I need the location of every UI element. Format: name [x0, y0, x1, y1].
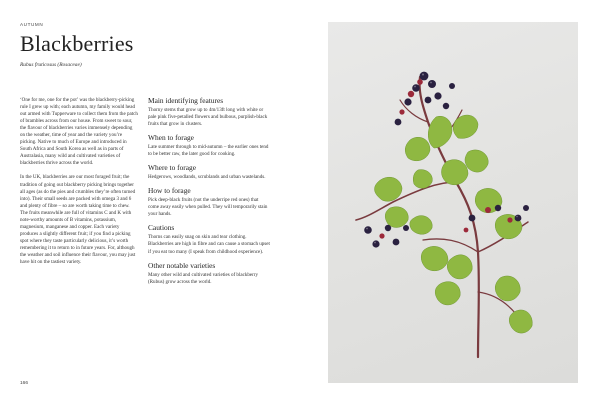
heading-notable-varieties: Other notable varieties [148, 260, 216, 270]
body-text [20, 97, 138, 273]
heading-when-to-forage: When to forage [148, 133, 194, 143]
text-notable-varieties: Many other wild and cultivated varieties of blackberry (Rubus) grow across the world. [148, 271, 259, 285]
text-identifying-features: Thorny stems that grow up to 4m/13ft long with white or pale pink five-petalled flowers and bulbous, purplish-black fruits that grow in clusters. [148, 107, 268, 128]
latin-name: Rubus fruticosus (Rosaceae) [20, 62, 82, 68]
text-how-to-forage: Pick deep-black fruits (not the underripe red ones) that come away easily when pulled. They will temporarily stain your hands. [148, 197, 268, 218]
page-title: Blackberries [20, 31, 134, 56]
text-cautions: Thorns can easily snag on skin and tear clothing. Blackberries are high in fibre and can cause a stomach upset if you eat too many (I speak from childhood experience). [148, 234, 270, 255]
body-paragraph: ‘One for me, one for the pot’ was the blackberry-picking rule I grew up with; each autumn, my family would head out armed with Tupperware to collect them from the patch of brambles across from our house. From sweet to sour, the flavour of blackberries varies immensely depending on the weather, time of year and the variety you’re picking. Native to much of Europe and introduced in South Africa and South Korea as well as in parts of Australasia, many wild and cultivated varieties of blackberries thrive across the world. [20, 97, 138, 167]
body-paragraph: In the UK, blackberries are our most foraged fruit; the tradition of going out blackberry picking brings together all ages (as do the pies and crumbles they’re often turned into). Their small seeds are packed with omega 3 and 6 and plenty of fibre – so are worth taking time to chew. The fruits meanwhile are full of vitamins C and K with note-worthy amounts of B vitamins, potassium, magnesium, manganese and copper. Each variety produces a slightly different fruit; if you find a picking spot where they taste particularly delicious, it’s worth remembering it to return to in future years. For, although the weather and soil influence their flavour, you may just have hit on the tastiest variety. [20, 174, 136, 266]
page-number: 166 [20, 381, 29, 386]
heading-identifying-features: Main identifying features [148, 96, 224, 105]
bramble-illustration [328, 22, 578, 383]
heading-where-to-forage: Where to forage [148, 163, 197, 173]
section-label: AUTUMN [20, 22, 44, 27]
heading-how-to-forage: How to forage [148, 186, 191, 196]
sidebar-facts [148, 96, 270, 291]
text-when-to-forage: Late summer through to mid-autumn – the earlier ones tend to be better raw, the later good for cooking. [148, 144, 269, 158]
heading-cautions: Cautions [148, 223, 175, 233]
text-where-to-forage: Hedgerows, woodlands, scrublands and urban wastelands. [148, 174, 266, 181]
bramble-leaves [375, 115, 533, 333]
blackberry-photo [328, 22, 578, 383]
